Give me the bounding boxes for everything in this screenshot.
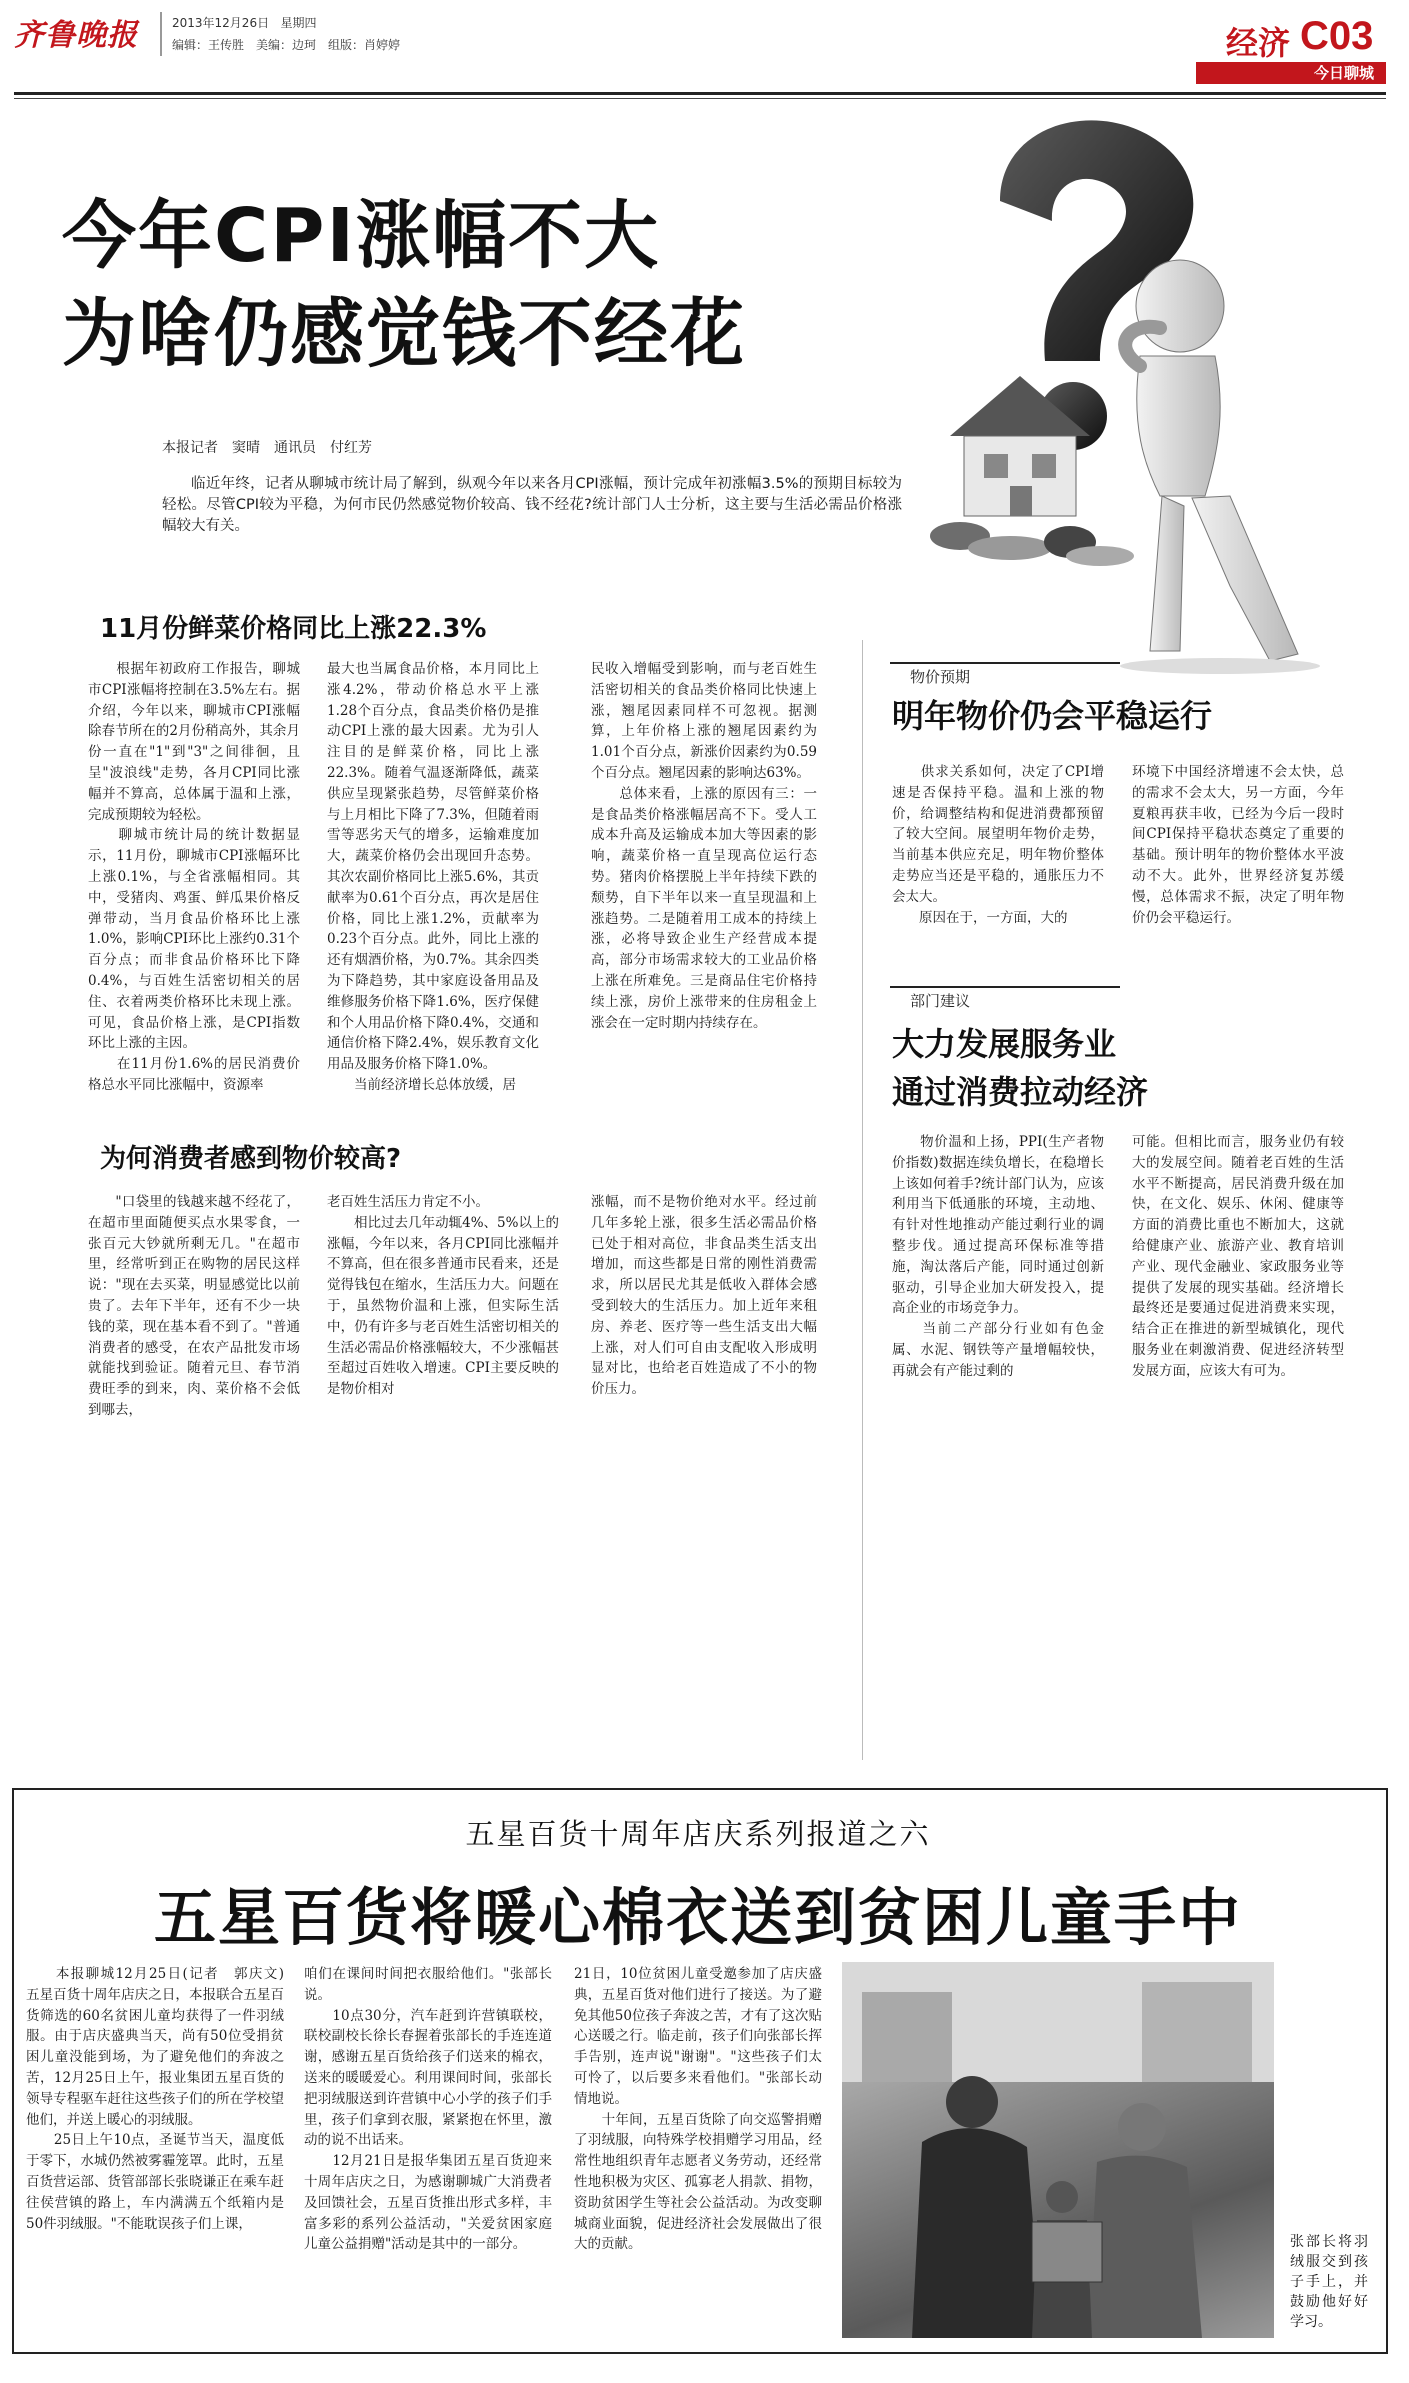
child-figure-icon: [1087, 2103, 1202, 2338]
sub-section-label: 今日聊城: [1313, 64, 1374, 82]
section1-column-3: 民收入增幅受到影响，而与老百姓生活密切相关的食品类价格同比快速上涨，翘尾因素同样不可忽视。据测算，上年价格上涨的翘尾因素约为1.01个百分点，新涨价因素约为0.59个百分点。翘尾因素的影响达63%。 总体来看，上涨的原因有三：一是食品类价格涨幅居高不下。受人工成本升高及运输成本加大等因素的影响，蔬菜价格一直呈现高位运行态势。猪肉价格摆脱上半年持续下跌的颓势，自下半年以来一直呈现温和上涨趋势。二是随着用工成本的持续上涨，必将导致企业生产经营成本提高，部分市场需求较大的工业品价格上涨在所难免。三是商品住宅价格持续上涨，房价上涨带来的住房租金上涨会在一定时期内持续存在。: [591, 661, 817, 1031]
photo-caption: 张部长将羽绒服交到孩子手上，并鼓励他好好学习。: [1290, 2234, 1368, 2330]
section1-column-1: 根据年初政府工作报告，聊城市CPI涨幅将控制在3.5%左右。据介绍，今年以来，聊城市CPI涨幅除春节所在的2月份稍高外，其余月份一直在"1"到"3"之间徘徊，且呈"波浪线"走势，各月CPI同比涨幅并不算高，总体属于温和上涨，完成预期较为轻松。 聊城市统计局的统计数据显示，11月份，聊城市CPI涨幅环比上涨0.1%，与全省涨幅相同。其中，受猪肉、鸡蛋、鲜瓜果价格反弹带动，当月食品价格环比上涨1.0%，影响CPI环比上涨约0.31个百分点；而非食品价格环比下降0.4%，与百姓生活密切相关的居住、衣着两类价格环比未现上涨。可见，食品价格上涨，是CPI指数环比上涨的主因。 在11月份1.6%的居民消费价格总水平同比涨幅中，资源率: [88, 661, 300, 1093]
thinking-figure-icon: [1120, 260, 1320, 674]
cpi-illustration: [930, 106, 1380, 676]
sidebar1-column-2: 环境下中国经济增速不会太快，总的需求不会太大，另一方面，今年夏粮再获丰收，已经为今后一段时间CPI保持平稳状态奠定了重要的基础。预计明年的物价整体水平波动不大。此外，世界经济复苏缓慢，总体需求不振，决定了明年物价仍会平稳运行。: [1132, 764, 1344, 926]
subhead-why-consumers-feel-high: 为何消费者感到物价较高?: [100, 1144, 402, 1174]
section2-column-2: 老百姓生活压力肯定不小。 相比过去几年动辄4%、5%以上的涨幅，今年以来，各月CPI同比涨幅并不算高，但在很多普通市民看来，还是觉得钱包在缩水，生活压力大。问题在于，虽然物价温和上涨，但实际生活中，仍有许多与老百姓生活密切相关的生活必需品价格涨幅较大，不少涨幅甚至超过百姓收入增速。CPI主要反映的是物价相对: [327, 1194, 559, 1398]
lead-paragraph: 临近年终，记者从聊城市统计局了解到，纵观今年以来各月CPI涨幅，预计完成年初涨幅3.5%的预期目标较为轻松。尽管CPI较为平稳，为何市民仍然感觉物价较高、钱不经花?统计部门人士分析，这主要与生活必需品价格涨幅较大有关。: [162, 476, 902, 534]
issue-date-line: [172, 14, 317, 31]
sidebar2-tag: 部门建议: [910, 992, 971, 1010]
wuxing-column-3: 21日，10位贫困儿童受邀参加了店庆盛典，五星百货对他们进行了接送。为了避免其他50位孩子奔波之苦，才有了这次贴心送暖之行。临走前，孩子们向张部长挥手告别，连声说"谢谢"。"这些孩子们太可怜了，以后要多来看他们。"张部长动情地说。 十年间，五星百货除了向交巡警捐赠了羽绒服，向特殊学校捐赠学习用品，经常性地组织青年志愿者义务劳动，还经常性地积极为灾区、孤寡老人捐款、捐物，资助贫困学生等社会公益活动。为改变聊城商业面貌，促进经济社会发展做出了很大的贡献。: [574, 1966, 822, 2253]
charity-photo: [842, 1962, 1274, 2338]
section2-column-1: "口袋里的钱越来越不经花了，在超市里面随便买点水果零食，一张百元大钞就所剩无几。"在超市里，经常听到正在购物的居民这样说："现在去买菜，明显感觉比以前贵了。去年下半年，还有不少一块钱的菜，现在基本看不到了。"普通消费者的感受，在农产品批发市场就能找到验证。随着元旦、春节消费旺季的到来，肉、菜价格不会低到哪去，: [88, 1194, 300, 1418]
sidebar1-column-1: 供求关系如何，决定了CPI增速是否保持平稳。温和上涨的物价，给调整结构和促进消费都预留了较大空间。展望明年物价走势，当前基本供应充足，明年物价整体走势应当还是平稳的，通胀压力不会太大。 原因在于，一方面，大的: [892, 764, 1104, 926]
subhead-vegetable-price: 11月份鲜菜价格同比上涨22.3%: [100, 614, 487, 644]
sidebar2-column-2: 可能。但相比而言，服务业仍有较大的发展空间。随着老百姓的生活水平不断提高，居民消费升级在加快，在文化、娱乐、休闲、健康等方面的消费比重也不断加大，这就给健康产业、旅游产业、教育培训产业、现代金融业、家政服务业等提供了发展的现实基础。经济增长最终还是要通过促进消费来实现，结合正在推进的新型城镇化，现代服务业在刺激消费、促进经济转型发展方面，应该大有可为。: [1132, 1134, 1344, 1379]
sidebar1-tag-rule: [890, 662, 1120, 664]
wuxing-headline: 五星百货将暖心棉衣送到贫困儿童手中: [153, 1881, 1242, 1954]
section1-column-2: 最大也当属食品价格，本月同比上涨4.2%，带动价格总水平上涨1.28个百分点，食品类价格仍是推动CPI上涨的最大因素。尤为引人注目的是鲜菜价格，同比上涨22.3%。随着气温逐渐降低，蔬菜供应呈现紧张趋势，尽管鲜菜价格与上月相比下降了7.3%，但随着雨雪等恶劣天气的增多，运输难度加大，蔬菜价格仍会出现回升态势。其次农副价格同比上涨5.6%，其贡献率为0.61个百分点，再次是居住价格，同比上涨1.2%，贡献率为0.23个百分点。此外，同比上涨的还有烟酒价格，为0.7%。其余四类为下降趋势，其中家庭设备用品及维修服务价格下降1.6%，医疗保健和个人用品价格下降0.4%，交通和通信价格下降2.4%，娱乐教育文化用品及服务价格下降1.0%。 当前经济增长总体放缓，居: [327, 661, 539, 1093]
photo-scene: [842, 1962, 1274, 2338]
sidebar2-column-1: 物价温和上扬，PPI(生产者物价指数)数据连续负增长，在稳增长上该如何着手?统计部门认为，应该利用当下低通胀的环境，主动地、有针对性地推动产能过剩行业的调整步伐。通过提高环保标准等措施，淘汰落后产能，同时通过创新驱动，引导企业加大研发投入，提高企业的市场竞争力。 当前二产部分行业如有色金属、水泥、钢铁等产量增幅较快，再就会有产能过剩的: [892, 1134, 1104, 1379]
sidebar1-headline: 明年物价仍会平稳运行: [892, 697, 1213, 735]
section2-column-3: 涨幅，而不是物价绝对水平。经过前几年多轮上涨，很多生活必需品价格已处于相对高位，非食品类生活支出增加，而这些都是日常的刚性消费需求，所以居民尤其是低收入群体会感受到较大的生活压力。加上近年来租房、养老、医疗等一些生活支出大幅上涨，对人们可自由支配收入形成明显对比，也给老百姓造成了不小的物价压力。: [591, 1194, 817, 1398]
masthead-divider: [160, 12, 162, 56]
headline-line-2: 为啥仍感觉钱不经花: [62, 291, 746, 377]
byline: 本报记者 窦晴 通讯员 付红芳: [162, 440, 372, 456]
sidebar2-tag-rule: [890, 986, 1120, 988]
wuxing-column-1: 本报聊城12月25日(记者 郭庆文) 五星百货十周年店庆之日，本报联合五星百货筛选的60名贫困儿童均获得了一件羽绒服。由于店庆盛典当天，尚有50位受捐贫困儿童没能到场，为了避免他们的奔波之苦，12月25日上午，报业集团五星百货的领导专程驱车赶往这些孩子们的所在学校望他们，并送上暖心的羽绒服。 25日上午10点，圣诞节当天，温度低于零下，水城仍然被雾霾笼罩。此时，五星百货营运部、货管部部长张晓谦正在乘车赶往侯营镇的路上，车内满满五个纸箱内是50件羽绒服。"不能耽误孩子们上课，: [26, 1966, 284, 2232]
column-separator: [862, 640, 863, 1760]
series-label: 五星百货十周年店庆系列报道之六: [465, 1817, 931, 1851]
adult-figure-icon: [912, 2076, 1042, 2338]
headline-line-1: 今年CPI涨幅不大: [62, 193, 661, 279]
issue-weekday: 星期四: [280, 16, 317, 30]
sub-section-bar: [1196, 62, 1386, 84]
masthead-rule: [14, 92, 1386, 95]
issue-date: 2013年12月26日: [172, 16, 270, 30]
credits-line: 编辑：王传胜 美编：边珂 组版：肖婷婷: [172, 38, 401, 52]
wuxing-column-2: 咱们在课间时间把衣服给他们。"张部长说。 10点30分，汽车赶到许营镇联校，联校副校长徐长春握着张部长的手连连道谢，感谢五星百货给孩子们送来的棉衣，送来的暖暖爱心。利用课间时间，张部长把羽绒服送到许营镇中心小学的孩子们手里，孩子们拿到衣服，紧紧抱在怀里，激动的说不出话来。 12月21日是报华集团五星百货迎来十周年店庆之日，为感谢聊城广大消费者及回馈社会，五星百货推出形式多样，丰富多彩的系列公益活动，"关爱贫困家庭儿童公益捐赠"活动是其中的一部分。: [304, 1966, 552, 2253]
jacket-package-icon: [1032, 2222, 1102, 2282]
masthead-rule-thin: [14, 98, 1386, 99]
sidebar2-headline-line-1: 大力发展服务业: [892, 1025, 1117, 1063]
vegetables-icon: [930, 522, 1134, 566]
newspaper-logo: 齐鲁晚报: [14, 18, 138, 53]
page-number: C03: [1300, 14, 1374, 58]
sidebar2-headline-line-2: 通过消费拉动经济: [892, 1073, 1149, 1111]
section-name: 经济: [1226, 24, 1291, 62]
sidebar1-tag: 物价预期: [910, 668, 971, 686]
